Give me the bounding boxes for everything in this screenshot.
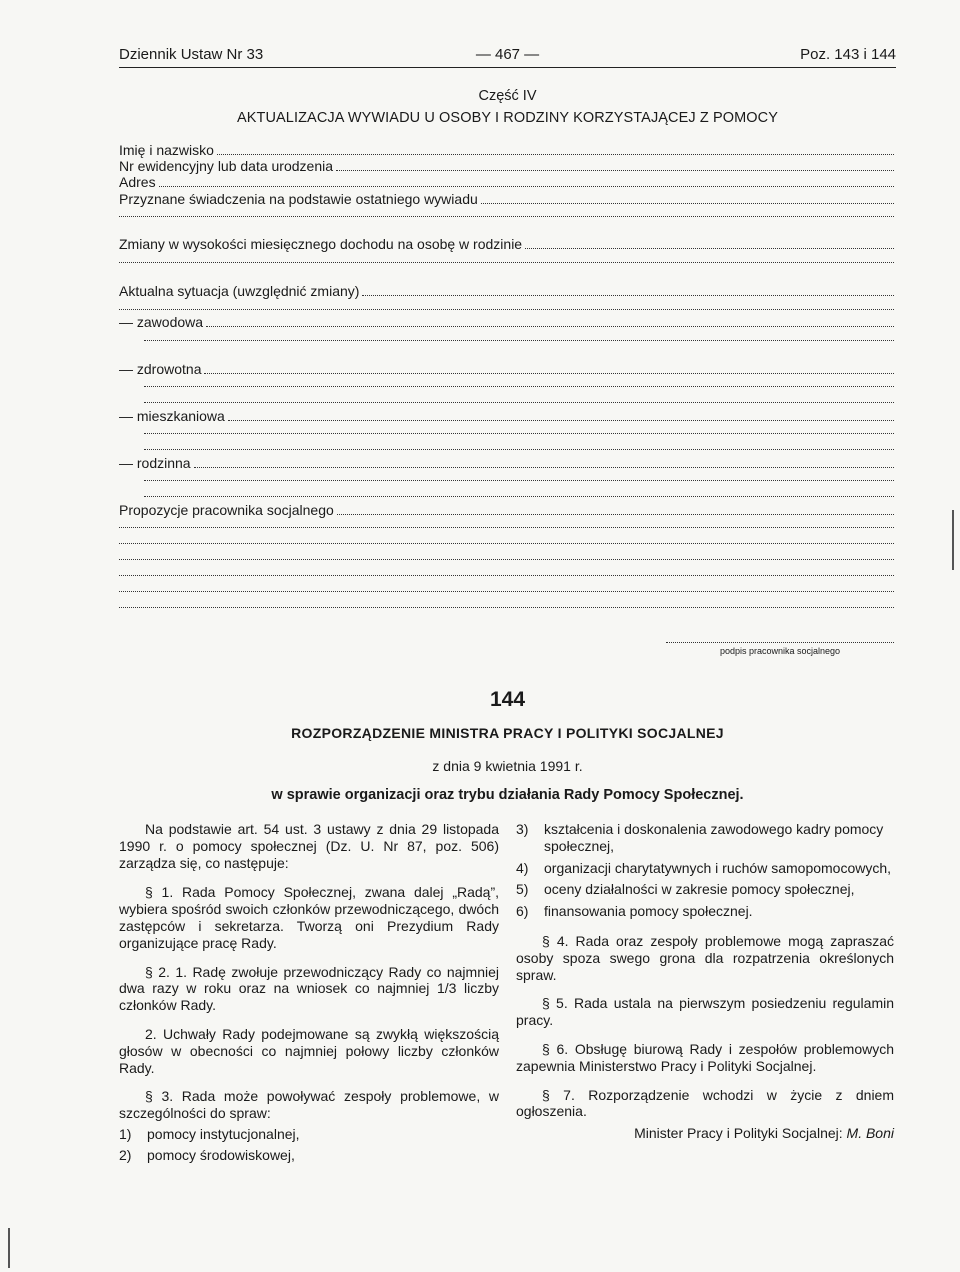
dotted-line bbox=[144, 480, 894, 481]
signatory: Minister Pracy i Polityki Socjalnej: M. Boni bbox=[634, 1125, 894, 1142]
right-column bbox=[516, 821, 894, 1142]
regulation-subject: w sprawie organizacji oraz trybu działania Rady Pomocy Społecznej. bbox=[271, 787, 744, 803]
scan-artifact bbox=[952, 510, 954, 570]
field-proposals: Propozycje pracownika socjalnego bbox=[119, 502, 894, 519]
dotted-line bbox=[119, 591, 894, 592]
field-address: Adres bbox=[119, 174, 894, 191]
list-item: 5) oceny działalności w zakresie pomocy społecznej, bbox=[516, 881, 855, 898]
dotted-line bbox=[144, 386, 894, 387]
section-5: § 5. Rada ustala na pierwszym posiedzeniu regulamin pracy. bbox=[516, 995, 894, 1029]
dotted-line bbox=[119, 543, 894, 544]
signature-line bbox=[666, 642, 894, 643]
page-header bbox=[119, 46, 896, 68]
field-housing: — mieszkaniowa bbox=[119, 408, 894, 425]
field-benefits: Przyznane świadczenia na podstawie ostatniego wywiadu bbox=[119, 191, 894, 208]
dotted-line bbox=[119, 559, 894, 560]
regulation-title: ROZPORZĄDZENIE MINISTRA PRACY I POLITYKI SOCJALNEJ bbox=[291, 725, 724, 741]
dotted-line bbox=[119, 216, 894, 217]
section-2-1: § 2. 1. Radę zwołuje przewodniczący Rady co najmniej dwa razy w roku oraz na wniosek co najmniej 1/3 liczby członków Rady. bbox=[119, 963, 499, 1014]
dotted-line bbox=[144, 340, 894, 341]
dotted-line bbox=[119, 575, 894, 576]
dotted-line bbox=[119, 607, 894, 608]
page-number: — 467 — bbox=[475, 46, 540, 63]
section-4: § 4. Rada oraz zespoły problemowe mogą zapraszać osoby spoza swego grona dla rozpatrzenia określonych spraw. bbox=[516, 932, 894, 983]
field-income-changes: Zmiany w wysokości miesięcznego dochodu na osobę w rodzinie bbox=[119, 236, 894, 253]
journal-name: Dziennik Ustaw Nr 33 bbox=[119, 46, 264, 63]
list-item: 6) finansowania pomocy społecznej. bbox=[516, 903, 753, 920]
form-title: AKTUALIZACJA WYWIADU U OSOBY I RODZINY KORZYSTAJĄCEJ Z POMOCY bbox=[236, 110, 779, 126]
dotted-line bbox=[144, 402, 894, 403]
section-3: § 3. Rada może powoływać zespoły problemowe, w szczególności do spraw: bbox=[119, 1088, 499, 1122]
left-column bbox=[119, 821, 499, 1164]
preamble: Na podstawie art. 54 ust. 3 ustawy z dnia 29 listopada 1990 r. o pomocy społecznej (Dz. U. Nr 87, poz. 506) zarządza się, co następuje: bbox=[119, 821, 499, 871]
list-item: 4) organizacji charytatywnych i ruchów samopomocowych, bbox=[516, 859, 892, 876]
list-item: 1) pomocy instytucjonalnej, bbox=[119, 1125, 300, 1142]
list-item: 2) pomocy środowiskowej, bbox=[119, 1146, 295, 1163]
field-record-no: Nr ewidencyjny lub data urodzenia bbox=[119, 158, 894, 175]
regulation-number: 144 bbox=[489, 688, 526, 711]
dotted-line bbox=[119, 527, 894, 528]
field-professional: — zawodowa bbox=[119, 314, 894, 331]
position-number: Poz. 143 i 144 bbox=[800, 46, 896, 63]
list-item: 3) kształcenia i doskonalenia zawodowego kadry pomocy społecznej, bbox=[516, 821, 884, 854]
scan-artifact bbox=[8, 1228, 10, 1268]
section-7: § 7. Rozporządzenie wchodzi w życie z dniem ogłoszenia. bbox=[516, 1086, 894, 1120]
header-rule bbox=[119, 67, 896, 68]
field-health: — zdrowotna bbox=[119, 361, 894, 378]
field-situation: Aktualna sytuacja (uwzględnić zmiany) bbox=[119, 283, 894, 300]
signatory-name: M. Boni bbox=[846, 1125, 894, 1142]
part-heading: Część IV bbox=[478, 88, 537, 104]
field-name: Imię i nazwisko bbox=[119, 142, 894, 159]
dotted-line bbox=[119, 309, 894, 310]
section-6: § 6. Obsługę biurową Rady i zespołów problemowych zapewnia Ministerstwo Pracy i Polityki Socjalnej. bbox=[516, 1040, 894, 1074]
dotted-line bbox=[119, 262, 894, 263]
dotted-line bbox=[144, 433, 894, 434]
dotted-line bbox=[144, 449, 894, 450]
section-1: § 1. Rada Pomocy Społecznej, zwana dalej „Radą”, wybiera spośród swoich członków przewodniczącego, dwóch zastępców i sekretarza. Tworzą oni Prezydium Rady organizujące pracę Rady. bbox=[119, 884, 499, 951]
section-2-2: 2. Uchwały Rady podejmowane są zwykłą większością głosów w obecności co najmniej połowy liczby członków Rady. bbox=[119, 1025, 499, 1076]
signature-label: podpis pracownika socjalnego bbox=[719, 646, 841, 656]
regulation-date: z dnia 9 kwietnia 1991 r. bbox=[432, 758, 583, 774]
field-family: — rodzinna bbox=[119, 455, 894, 472]
dotted-line bbox=[144, 496, 894, 497]
